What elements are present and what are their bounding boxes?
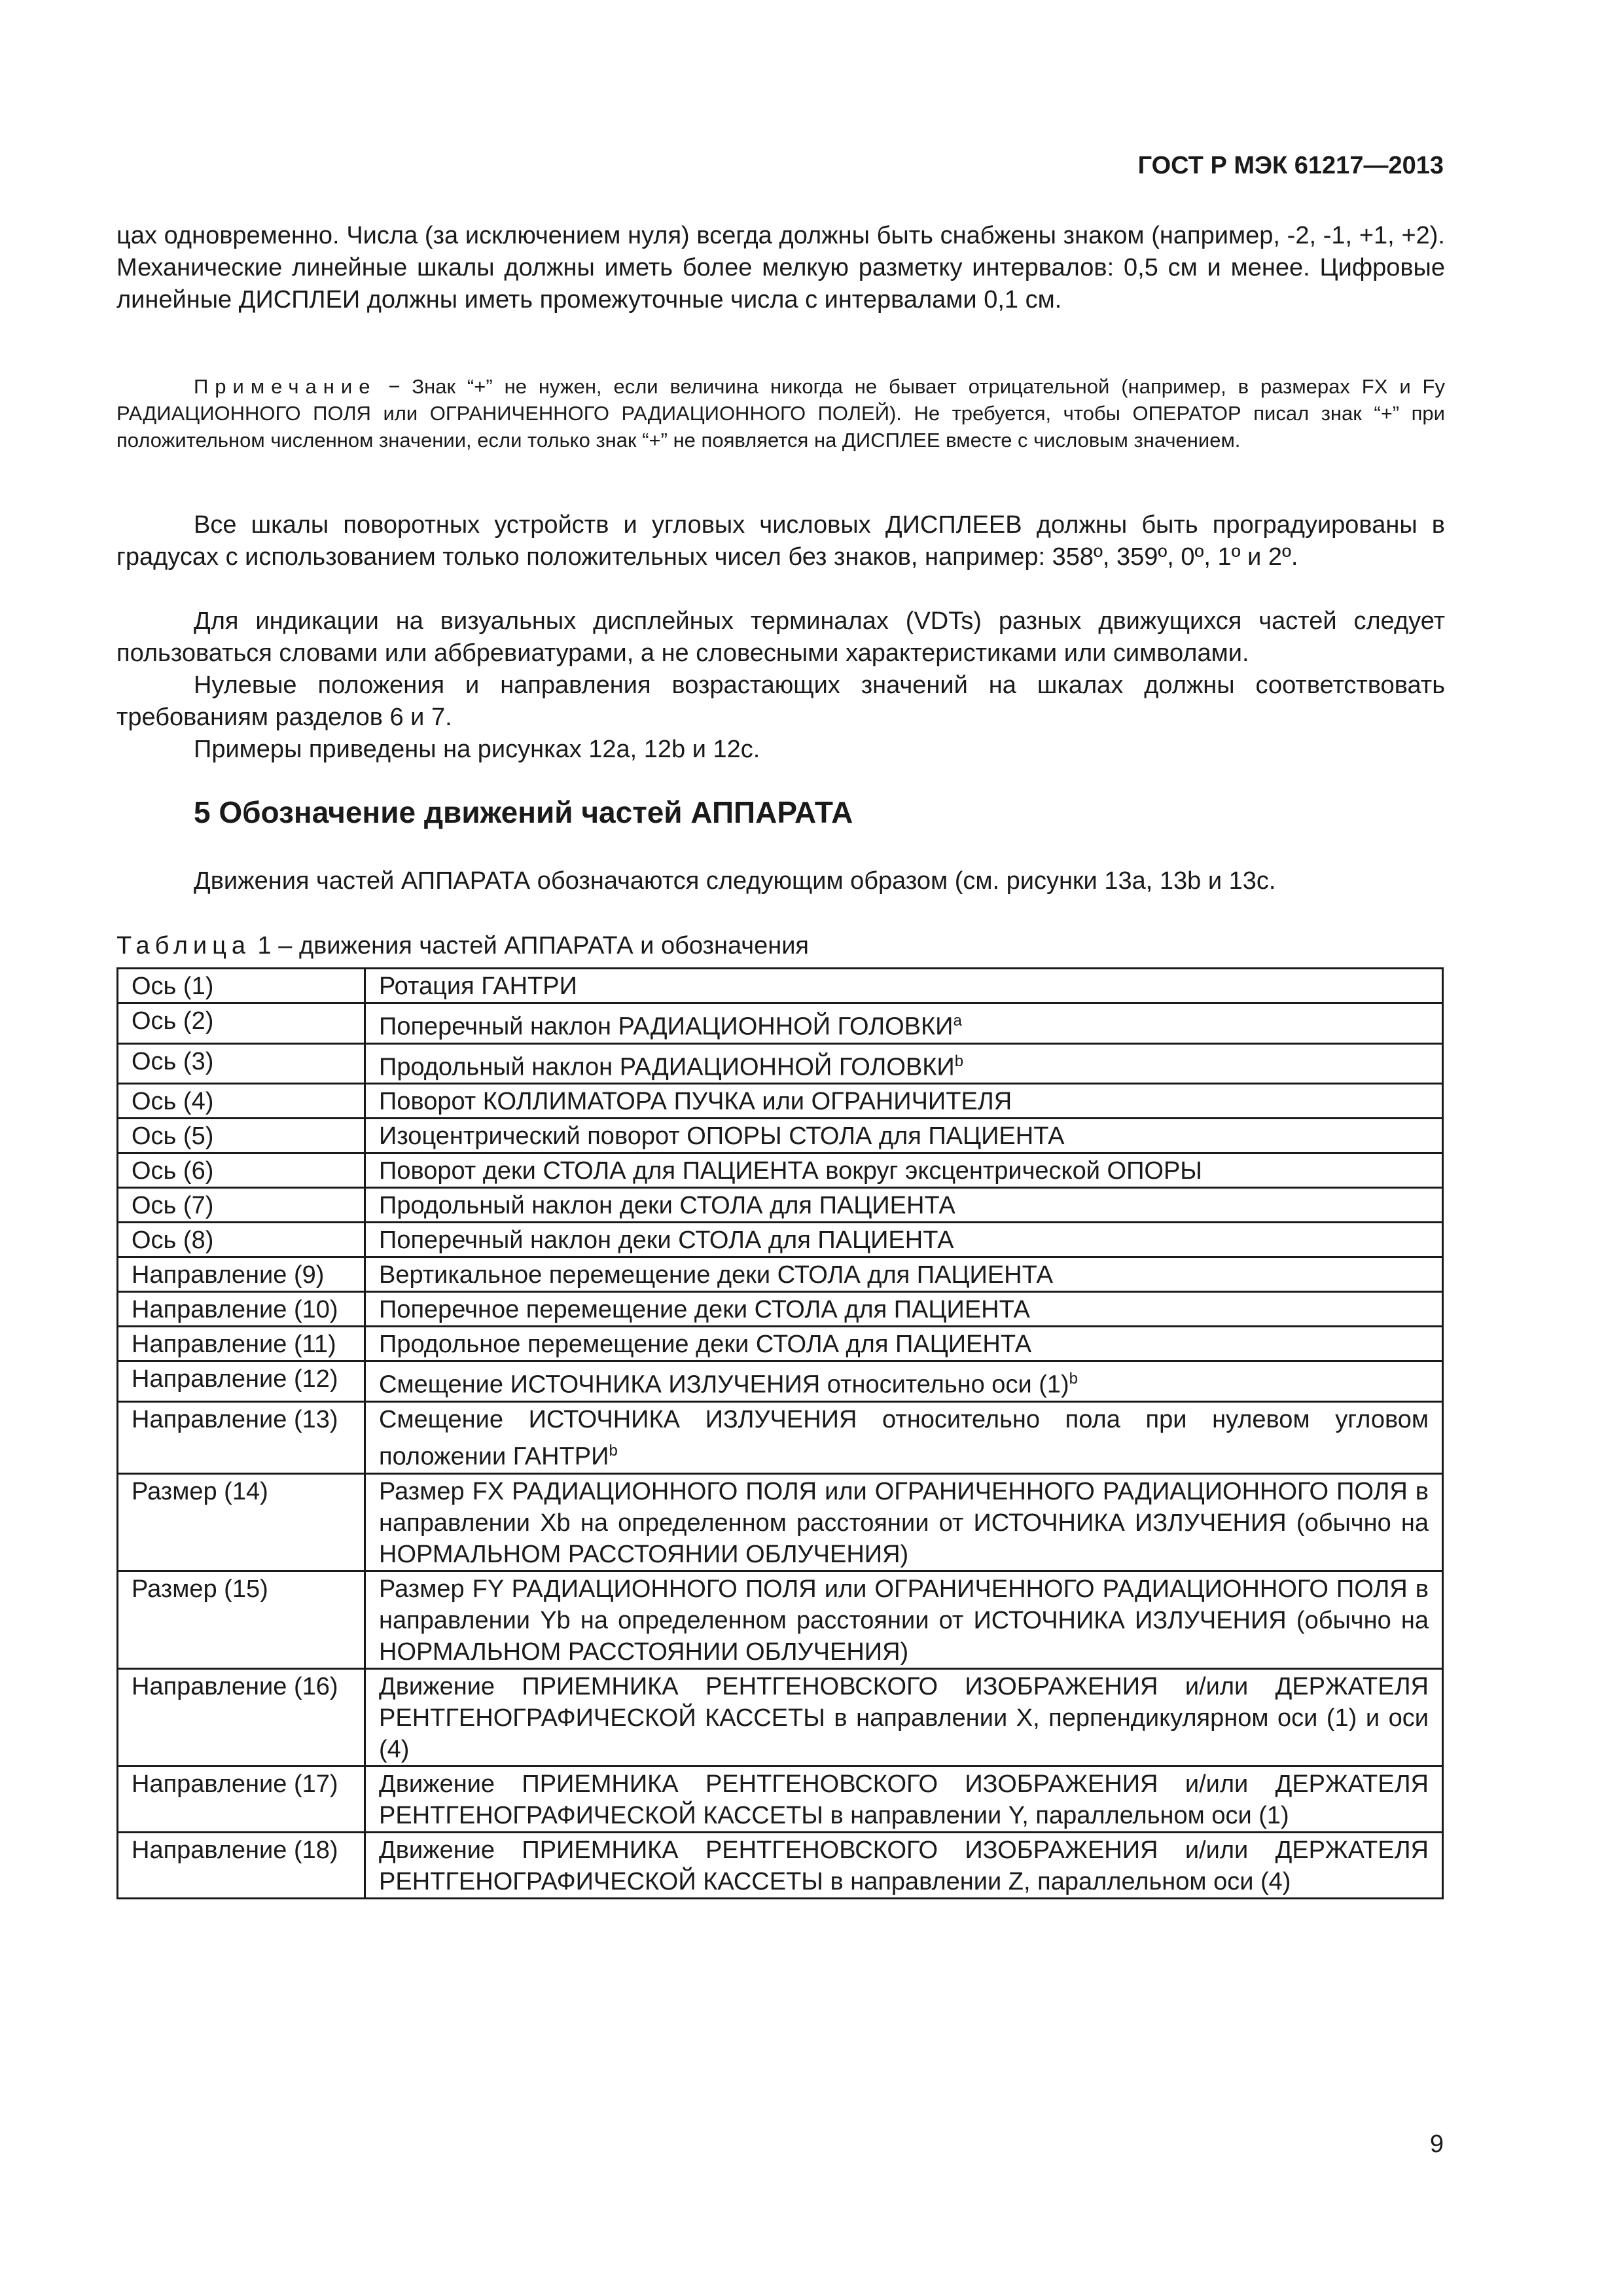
description-text: Вертикальное перемещение деки СТОЛА для ПАЦИЕНТА	[379, 1261, 1053, 1289]
axis-cell: Ось (3)	[118, 1043, 365, 1084]
page-header: ГОСТ Р МЭК 61217—2013	[1137, 152, 1444, 179]
table-row	[118, 1571, 1443, 1668]
paragraph-vdt-indication: Для индикации на визуальных дисплейных терминалах (VDTs) разных движущихся частей следует пользоваться словами или аббревиатурами, а не словесными характеристиками или символами.	[116, 607, 1445, 667]
axis-cell: Направление (13)	[118, 1401, 365, 1473]
table-row	[118, 1327, 1443, 1361]
description-cell	[365, 1401, 1443, 1473]
table-row	[118, 1668, 1443, 1766]
axis-cell: Направление (11)	[118, 1327, 365, 1361]
table-row	[118, 1257, 1443, 1292]
description-text: Размер FY РАДИАЦИОННОГО ПОЛЯ или ОГРАНИЧЕННОГО РАДИАЦИОННОГО ПОЛЯ в направлении Yb на определенном расстоянии от ИСТОЧНИКА ИЗЛУЧЕНИЯ (обычно на НОРМАЛЬНОМ РАССТОЯНИИ ОБЛУЧЕНИЯ)	[379, 1575, 1429, 1666]
description-text: Продольный наклон деки СТОЛА для ПАЦИЕНТА	[379, 1192, 955, 1220]
description-cell	[365, 1668, 1443, 1766]
description-cell	[365, 1043, 1443, 1084]
axis-cell: Размер (15)	[118, 1571, 365, 1668]
table-row	[118, 1832, 1443, 1898]
axis-cell: Ось (2)	[118, 1003, 365, 1044]
motions-table	[116, 967, 1444, 1899]
description-cell	[365, 969, 1443, 1003]
description-text: Поперечный наклон деки СТОЛА для ПАЦИЕНТА	[379, 1227, 954, 1255]
section-intro: Движения частей АППАРАТА обозначаются следующим образом (см. рисунки 13a, 13b и 13c.	[194, 867, 1276, 895]
table-row	[118, 1003, 1443, 1044]
description-cell	[365, 1327, 1443, 1361]
description-text: Смещение ИСТОЧНИКА ИЗЛУЧЕНИЯ относительно оси (1)	[379, 1371, 1069, 1399]
paragraph-rotary-scales: Все шкалы поворотных устройств и угловых числовых ДИСПЛЕЕВ должны быть проградуированы в градусах с использованием только положительных чисел без знаков, например: 358º, 359º, 0º, 1º и 2º.	[116, 511, 1445, 571]
description-cell	[365, 1003, 1443, 1044]
axis-cell: Ось (1)	[118, 969, 365, 1003]
description-text: Изоцентрический поворот ОПОРЫ СТОЛА для ПАЦИЕНТА	[379, 1122, 1065, 1151]
axis-cell: Ось (6)	[118, 1153, 365, 1188]
description-text: Продольный наклон РАДИАЦИОННОЙ ГОЛОВКИ	[379, 1053, 955, 1081]
table-caption	[116, 932, 809, 960]
axis-cell: Направление (9)	[118, 1257, 365, 1292]
note	[116, 373, 1445, 454]
axis-cell: Направление (10)	[118, 1292, 365, 1327]
description-cell	[365, 1257, 1443, 1292]
table-row	[118, 1188, 1443, 1223]
paragraph-zero-positions: Нулевые положения и направления возрастающих значений на шкалах должны соответствовать требованиям разделов 6 и 7.	[116, 672, 1445, 731]
description-cell	[365, 1119, 1443, 1153]
description-text: Продольное перемещение деки СТОЛА для ПАЦИЕНТА	[379, 1331, 1032, 1359]
axis-cell: Ось (7)	[118, 1188, 365, 1223]
note-text: − Знак “+” не нужен, если величина никогда не бывает отрицательной (например, в размерах FX и Fy РАДИАЦИОННОГО ПОЛЯ или ОГРАНИЧЕННОГО РАДИАЦИОННОГО ПОЛЕЙ). Не требуется, чтобы ОПЕРАТОР писал знак “+” при положительном численном значении, если только знак “+” не появляется на ДИСПЛЕЕ вместе с числовым значением.	[116, 375, 1445, 452]
footnote-marker: b	[1069, 1370, 1079, 1388]
description-cell	[365, 1361, 1443, 1402]
description-cell	[365, 1571, 1443, 1668]
footnote-marker: b	[954, 1052, 964, 1070]
table-row	[118, 1292, 1443, 1327]
table-row	[118, 1361, 1443, 1402]
table-row	[118, 1401, 1443, 1473]
motions-table-body	[118, 969, 1443, 1899]
footnote-marker: b	[609, 1441, 618, 1460]
description-cell	[365, 1188, 1443, 1223]
table-row	[118, 1043, 1443, 1084]
description-cell	[365, 1766, 1443, 1832]
table-row	[118, 969, 1443, 1003]
description-text: Ротация ГАНТРИ	[379, 973, 577, 1000]
description-text: Движение ПРИЕМНИКА РЕНТГЕНОВСКОГО ИЗОБРАЖЕНИЯ и/или ДЕРЖАТЕЛЯ РЕНТГЕНОГРАФИЧЕСКОЙ КАССЕТЫ в направлении Y, параллельном оси (1)	[379, 1770, 1429, 1829]
paragraph-scale-signs: цах одновременно. Числа (за исключением нуля) всегда должны быть снабжены знаком (например, -2, -1, +1, +2). Механические линейные шкалы должны иметь более мелкую разметку интервалов: 0,5 см и менее. Цифровые линейные ДИСПЛЕИ должны иметь промежуточные числа с интервалами 0,1 см.	[116, 222, 1445, 314]
description-text: Движение ПРИЕМНИКА РЕНТГЕНОВСКОГО ИЗОБРАЖЕНИЯ и/или ДЕРЖАТЕЛЯ РЕНТГЕНОГРАФИЧЕСКОЙ КАССЕТЫ в направлении X, перпендикулярном оси (1) и оси (4)	[379, 1672, 1429, 1763]
description-cell	[365, 1832, 1443, 1898]
description-cell	[365, 1223, 1443, 1257]
description-text: Размер FX РАДИАЦИОННОГО ПОЛЯ или ОГРАНИЧЕННОГО РАДИАЦИОННОГО ПОЛЯ в направлении Xb на определенном расстоянии от ИСТОЧНИКА ИЗЛУЧЕНИЯ (обычно на НОРМАЛЬНОМ РАССТОЯНИИ ОБЛУЧЕНИЯ)	[379, 1477, 1429, 1568]
description-text: Движение ПРИЕМНИКА РЕНТГЕНОВСКОГО ИЗОБРАЖЕНИЯ и/или ДЕРЖАТЕЛЯ РЕНТГЕНОГРАФИЧЕСКОЙ КАССЕТЫ в направлении Z, параллельном оси (4)	[379, 1836, 1429, 1895]
table-row	[118, 1473, 1443, 1571]
axis-cell: Направление (17)	[118, 1766, 365, 1832]
axis-cell: Направление (18)	[118, 1832, 365, 1898]
axis-cell: Ось (4)	[118, 1084, 365, 1119]
section-heading: 5 Обозначение движений частей АППАРАТА	[194, 795, 853, 829]
description-text: Смещение ИСТОЧНИКА ИЗЛУЧЕНИЯ относительно пола при нулевом угловом положении ГАНТРИ	[379, 1405, 1429, 1471]
table-row	[118, 1153, 1443, 1188]
axis-cell: Размер (14)	[118, 1473, 365, 1571]
description-cell	[365, 1473, 1443, 1571]
note-label: Примечание	[194, 375, 377, 398]
axis-cell: Направление (12)	[118, 1361, 365, 1402]
axis-cell: Ось (8)	[118, 1223, 365, 1257]
paragraph-examples: Примеры приведены на рисунках 12a, 12b и 12c.	[194, 736, 760, 763]
table-caption-text: 1 – движения частей АППАРАТА и обозначения	[251, 932, 809, 960]
description-text: Поперечное перемещение деки СТОЛА для ПАЦИЕНТА	[379, 1296, 1030, 1324]
description-text: Поперечный наклон РАДИАЦИОННОЙ ГОЛОВКИ	[379, 1013, 954, 1041]
axis-cell: Направление (16)	[118, 1668, 365, 1766]
page-number: 9	[1429, 2130, 1444, 2158]
description-text: Поворот деки СТОЛА для ПАЦИЕНТА вокруг эксцентрической ОПОРЫ	[379, 1157, 1202, 1185]
description-cell	[365, 1153, 1443, 1188]
description-cell	[365, 1292, 1443, 1327]
description-cell	[365, 1084, 1443, 1119]
table-row	[118, 1119, 1443, 1153]
table-row	[118, 1766, 1443, 1832]
table-row	[118, 1223, 1443, 1257]
description-text: Поворот КОЛЛИМАТОРА ПУЧКА или ОГРАНИЧИТЕЛЯ	[379, 1088, 1012, 1116]
axis-cell: Ось (5)	[118, 1119, 365, 1153]
table-row	[118, 1084, 1443, 1119]
table-caption-label: Таблица	[116, 932, 251, 960]
footnote-marker: a	[953, 1012, 962, 1030]
